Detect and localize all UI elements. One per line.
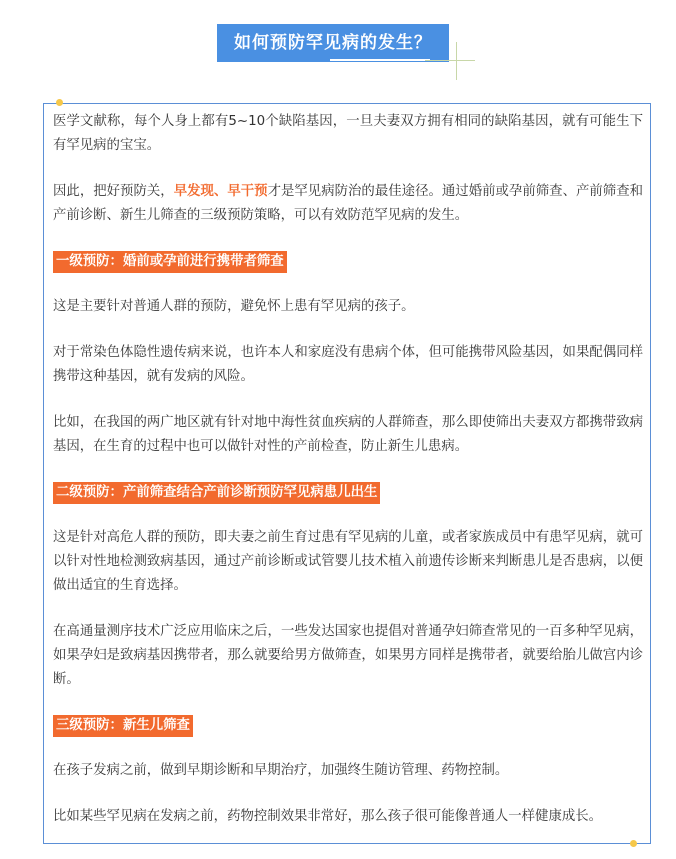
highlight-early-detection: 早发现、早干预 [173,184,268,199]
paragraph-early-treatment: 在孩子发病之前，做到早期诊断和早期治疗，加强终生随访管理、药物控制。 [53,763,509,778]
section-heading-tertiary-prevention: 三级预防：新生儿筛查 [53,715,193,737]
paragraph-thalassemia-example: 比如，在我国的两广地区就有针对地中海性贫血疾病的人群筛查，那么即使筛出夫妻双方都携带致病基因，在生育的过程中也可以做针对性的产前检查，防止新生儿患病。 [53,415,643,454]
strategy-text-start: 因此，把好预防关， [53,184,174,199]
paragraph-recessive-disease: 对于常染色体隐性遗传病来说，也许本人和家庭没有患病个体，但可能携带风险基因，如果配偶同样携带这种基因，就有发病的风险。 [53,345,643,384]
strategy-text-end: 才是罕见病防治的最佳途径。通过婚前或孕前筛查、产前筛查和产前诊断、新生儿筛查的三级预防策略，可以有效防范罕见病的发生。 [53,184,644,223]
frame-corner-dot-top [56,99,63,106]
title-banner [217,24,449,62]
paragraph-high-risk: 这是针对高危人群的预防，即夫妻之前生育过患有罕见病的儿童，或者家族成员中有患罕见病，就可以针对性地检测致病基因，通过产前诊断或试管婴儿技术植入前遗传诊断来判断患儿是否患病，以便做出适宜的生育选择。 [53,530,643,593]
paragraph-strategy [53,180,643,228]
paragraph-primary-target: 这是主要针对普通人群的预防，避免怀上患有罕见病的孩子。 [53,299,415,314]
article-body [53,110,643,829]
paragraph-intro: 医学文献称，每个人身上都有5~10个缺陷基因，一旦夫妻双方拥有相同的缺陷基因，就有可能生下有罕见病的宝宝。 [53,114,643,153]
decorative-horizontal-line [425,60,475,61]
frame-corner-dot-bottom [630,840,637,847]
title-underline-gap [330,59,430,61]
paragraph-healthy-growth: 比如某些罕见病在发病之前，药物控制效果非常好，那么孩子很可能像普通人一样健康成长。 [53,809,603,824]
decorative-vertical-line [456,42,457,80]
section-heading-primary-prevention: 一级预防：婚前或孕前进行携带者筛查 [53,251,287,273]
page-title: 如何预防罕见病的发生？ [217,24,449,62]
paragraph-sequencing: 在高通量测序技术广泛应用临床之后，一些发达国家也提倡对普通孕妇筛查常见的一百多种罕见病，如果孕妇是致病基因携带者，那么就要给男方做筛查，如果男方同样是携带者，就要给胎儿做宫内诊断。 [53,624,643,687]
section-heading-secondary-prevention: 二级预防：产前筛查结合产前诊断预防罕见病患儿出生 [53,482,380,504]
